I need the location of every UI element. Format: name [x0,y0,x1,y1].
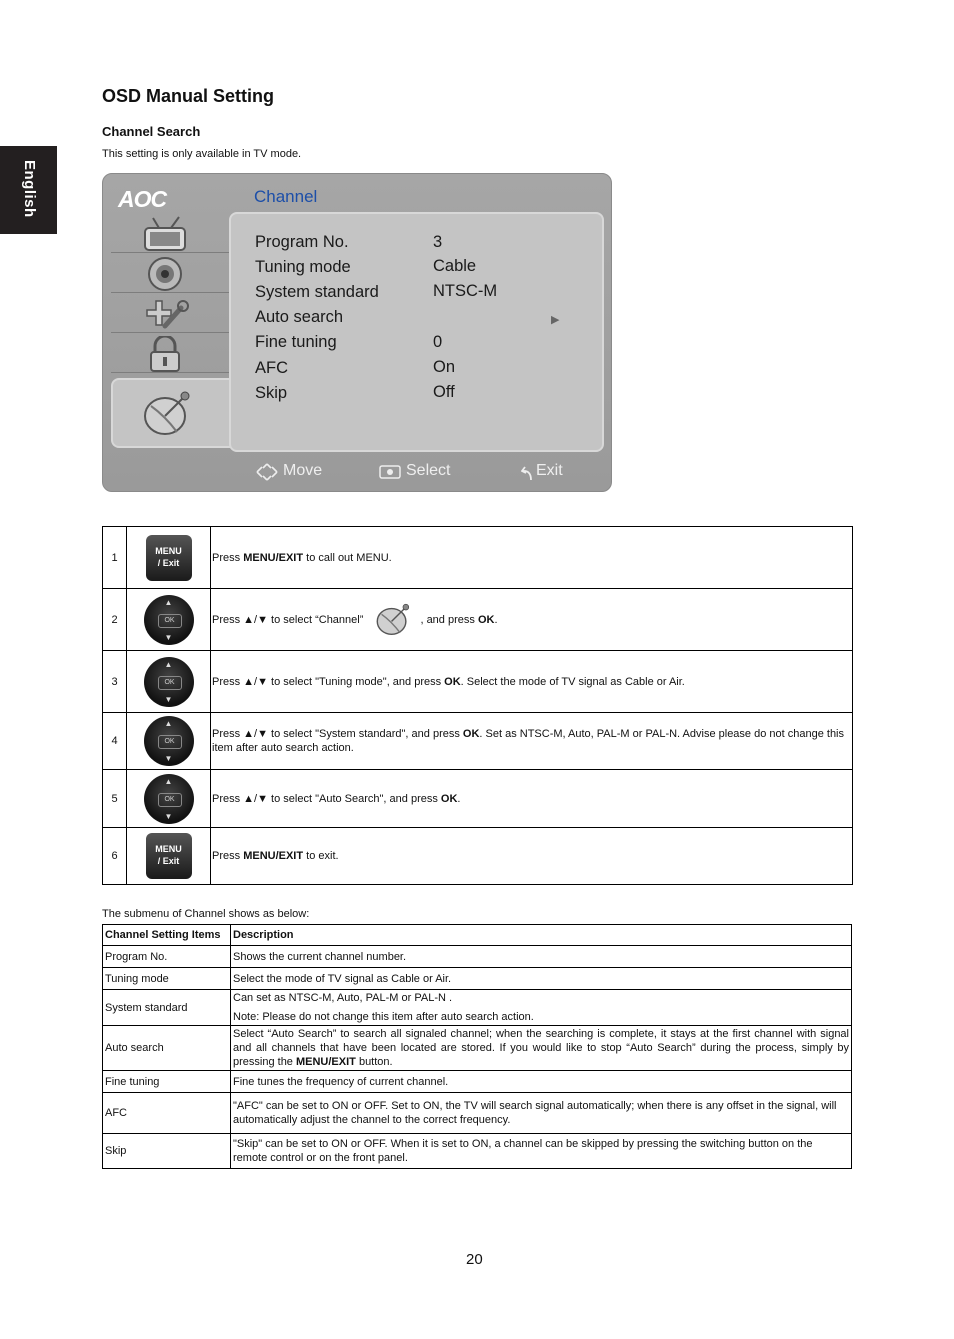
osd-tab-setup[interactable] [111,294,229,333]
step-text [211,589,853,651]
step-text [211,828,853,885]
step-button-cell [127,589,211,651]
lock-icon [139,336,191,372]
ok-label: OK [158,793,182,807]
setting-item: Program No. [103,946,231,968]
select-hint: Select [406,462,451,479]
step-number: 5 [103,770,127,828]
step-number: 2 [103,589,127,651]
step-text-part: Press ▲/▼ to select "Auto Search", and press [212,792,441,805]
setting-description: Shows the current channel number. [231,946,852,968]
osd-row-value: NTSC-M [433,282,498,300]
satellite-dish-icon [372,600,414,640]
osd-row-value: Cable [433,257,477,275]
step-row [103,828,853,885]
ok-label: OK [158,676,182,690]
move-icon [255,463,279,481]
step-text-part: , and press [420,613,478,626]
button-label: MENU [155,844,182,854]
tools-icon [139,296,191,332]
table-row [103,990,852,1026]
satellite-dish-icon [139,386,195,442]
step-number: 6 [103,828,127,885]
step-text-bold: OK [462,728,480,740]
button-label: MENU [155,545,182,556]
ok-button-icon: ▲ OK ▼ [144,774,194,824]
step-button-cell [127,828,211,885]
page-number: 20 [466,1251,483,1268]
setting-description: "AFC" can be set to ON or OFF. Set to ON, the TV will search signal automatically; when there is any offset in the signal, will automatically adjust the channel to the correct frequency. [231,1093,852,1134]
button-label: / Exit [157,557,180,568]
ok-button-icon: ▲ OK ▼ [144,716,194,766]
submenu-intro: The submenu of Channel shows as below: [102,908,310,920]
ok-button-icon: ▲ OK ▼ [144,657,194,707]
step-text-part: to call out MENU. [303,551,392,564]
osd-row-value: Off [433,383,455,401]
table-row [103,946,852,968]
osd-row-label[interactable]: AFC [255,359,288,377]
step-row [103,713,853,770]
step-text [211,651,853,713]
step-text-bold: MENU/EXIT [243,551,304,564]
mode-note: This setting is only available in TV mode. [102,148,302,160]
osd-row-value: 3 [433,233,443,251]
speaker-icon [139,256,191,292]
exit-hint: Exit [536,462,563,479]
step-row [103,651,853,713]
column-header: Channel Setting Items [103,925,231,946]
step-button-cell [127,527,211,589]
description-note: Note: Please do not change this item after auto search action. [233,1011,534,1023]
setting-item: System standard [103,990,231,1026]
setting-item: Fine tuning [103,1071,231,1093]
step-text-bold: OK [444,675,461,688]
osd-tab-lock[interactable] [111,334,229,373]
table-row [103,1093,852,1134]
channel-settings-table [102,924,852,1169]
setting-item: Auto search [103,1026,231,1071]
step-row [103,589,853,651]
section-title: Channel Search [102,124,201,139]
description-text: button. [355,1056,393,1068]
osd-menu [102,173,612,492]
setting-item: Tuning mode [103,968,231,990]
step-text-part: . [494,613,498,626]
step-button-cell [127,770,211,828]
description-bold: MENU/EXIT [295,1056,356,1068]
step-text [211,527,853,589]
setting-description: Select the mode of TV signal as Cable or Air. [231,968,852,990]
osd-menu-title: Channel [254,187,318,206]
step-button-cell [127,651,211,713]
osd-row-value: 0 [433,333,443,351]
step-number: 4 [103,713,127,770]
move-hint: Move [283,462,323,479]
setting-item: Skip [103,1134,231,1169]
table-header-row [103,925,852,946]
language-tab-label: English [21,160,38,218]
step-text-part: Press ▲/▼ to select "System standard", and press [212,728,463,740]
step-number: 3 [103,651,127,713]
table-row [103,1026,852,1071]
select-icon [379,465,401,479]
step-text [211,770,853,828]
button-label: / Exit [157,856,180,866]
menu-exit-button-icon [146,833,192,879]
language-tab [0,146,57,234]
description-line: Can set as NTSC-M, Auto, PAL-M or PAL-N . [233,992,453,1004]
osd-row-label[interactable]: Program No. [255,233,349,251]
steps-table [102,526,853,885]
osd-row-label[interactable]: Auto search [255,308,344,326]
step-text-bold: OK [440,792,458,805]
osd-tab-sound[interactable] [111,254,229,293]
osd-tab-picture[interactable] [111,214,229,253]
step-text-part: . [457,792,461,805]
setting-description: "Skip" can be set to ON or OFF. When it is set to ON, a channel can be skipped by pressing the switching button on the remote control or on the front panel. [231,1134,852,1169]
step-row [103,527,853,589]
aoc-logo: AOC [118,186,167,212]
step-text-part: . Set as NTSC-M, Auto, PAL-M or PAL-N. Advise please do not change this item after auto search action. [212,728,845,754]
step-number: 1 [103,527,127,589]
table-row [103,1134,852,1169]
table-row [103,1071,852,1093]
setting-description [231,990,852,1026]
ok-button-icon: ▲ OK ▼ [144,595,194,645]
osd-tab-channel[interactable] [111,378,235,448]
osd-row-label[interactable]: Fine tuning [255,333,337,351]
osd-row-label[interactable]: Skip [255,384,288,402]
step-text-part: Press [212,551,244,564]
step-text-part: Press [212,850,244,862]
table-row [103,968,852,990]
step-text-part: to exit. [303,850,339,862]
ok-label: OK [158,735,182,749]
tv-icon [139,216,191,252]
setting-description [231,1026,852,1071]
step-text-part: Press ▲/▼ to select “Channel” [212,613,364,626]
column-header: Description [231,925,852,946]
osd-row-label[interactable]: Tuning mode [255,258,351,276]
step-text-bold: MENU/EXIT [243,850,304,862]
step-text-part: . Select the mode of TV signal as Cable or Air. [460,675,685,688]
description-text: Select “Auto Search” to search all signaled channel; when the searching is complete, it stays at the first channel with signal and all channels that have been located are stored. If you would like to stop “Auto Search” during the process, simply by pressing the [233,1028,849,1068]
osd-row-value: On [433,358,456,376]
step-text-bold: OK [477,613,495,626]
setting-item: AFC [103,1093,231,1134]
osd-row-label[interactable]: System standard [255,283,379,301]
menu-exit-button-icon [146,535,192,581]
step-text [211,713,853,770]
step-row [103,770,853,828]
return-icon [521,465,535,481]
step-text-part: Press ▲/▼ to select "Tuning mode", and press [212,675,445,688]
ok-label: OK [158,614,182,628]
step-button-cell [127,713,211,770]
setting-description: Fine tunes the frequency of current channel. [231,1071,852,1093]
page-title: OSD Manual Setting [102,86,275,106]
submenu-arrow-icon: ▶ [551,314,560,326]
